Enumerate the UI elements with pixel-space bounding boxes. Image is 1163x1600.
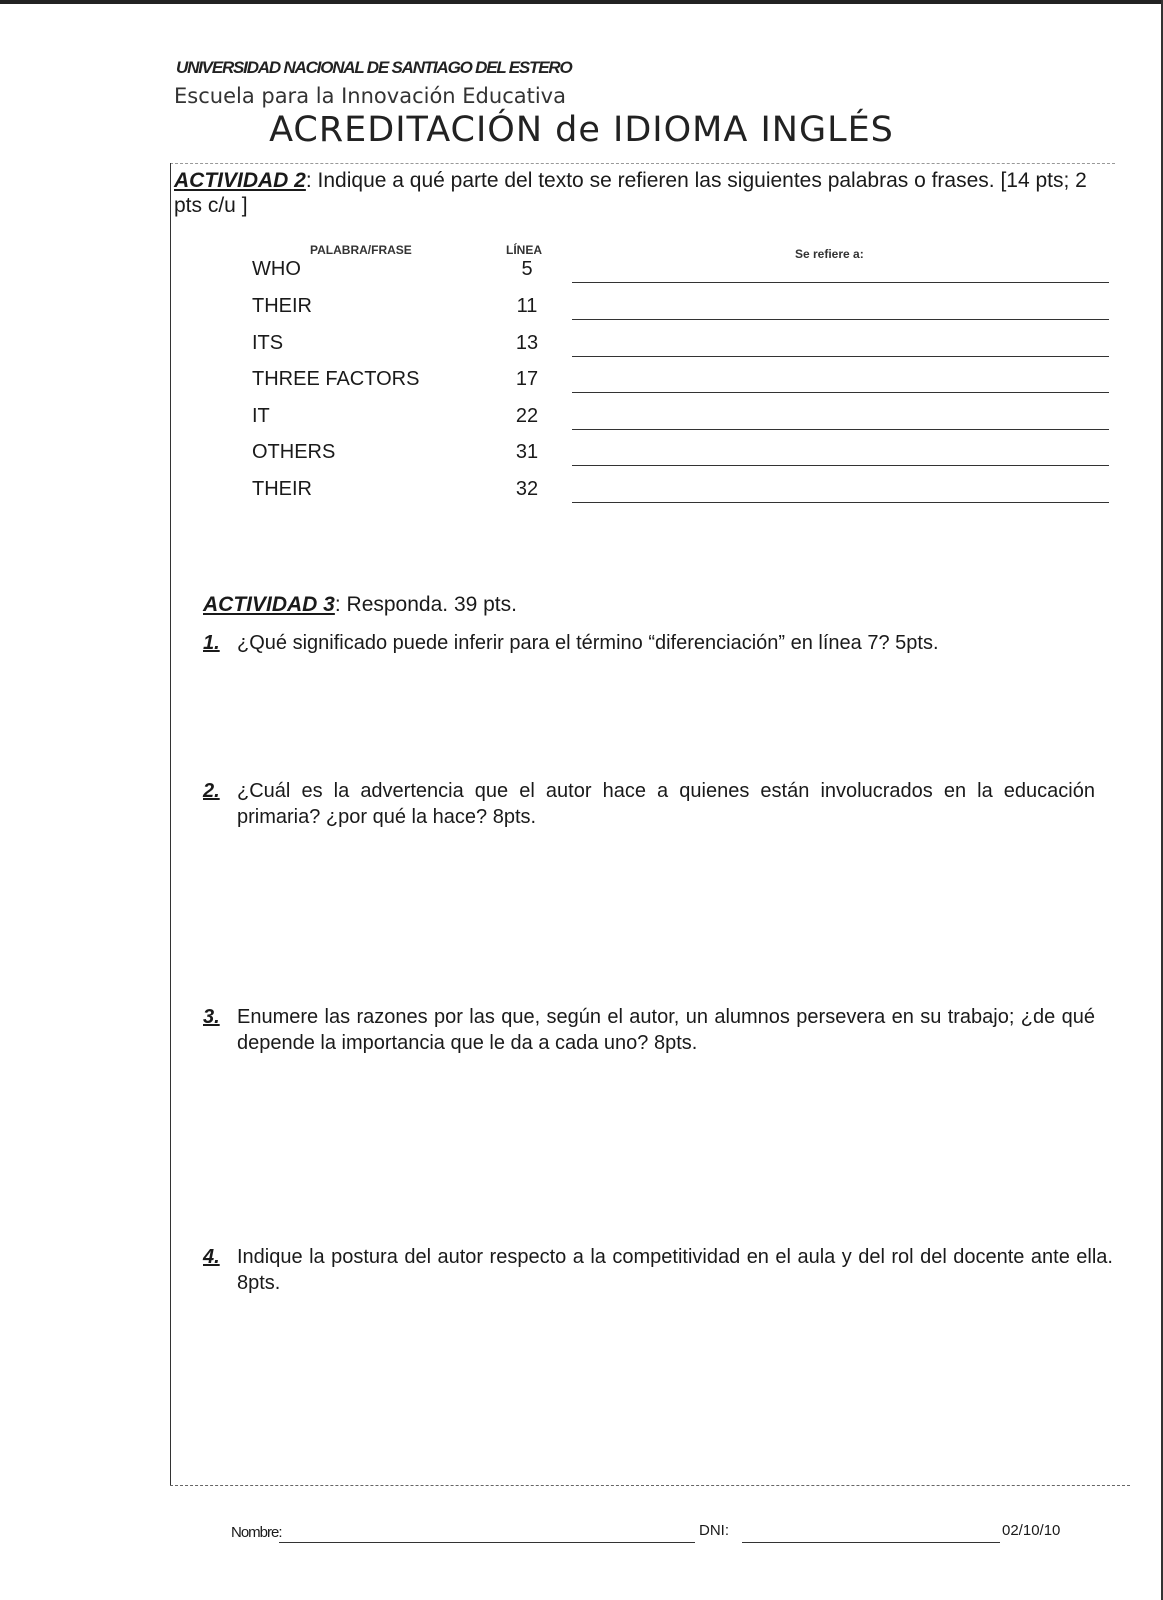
column-header-line: LÍNEA [506, 243, 542, 257]
question-text: ¿Qué significado puede inferir para el término “diferenciación” en línea 7? 5pts. [237, 632, 939, 654]
activity-2-heading [174, 168, 1104, 218]
question-text: ¿Cuál es la advertencia que el autor hace a quienes están involucrados en la educación primaria? ¿por qué la hace? 8pts. [237, 780, 1095, 828]
reference-word: OTHERS [252, 441, 336, 463]
activity-2-instruction: : Indique a qué parte del texto se refieren las siguientes palabras o frases. [14 pts; 2 pts c/u ] [174, 169, 1087, 217]
activity-3-instruction: : Responda. 39 pts. [334, 593, 517, 616]
name-label: Nombre: [231, 1524, 282, 1541]
column-header-word: PALABRA/FRASE [310, 243, 412, 257]
question-item [203, 778, 1095, 830]
question-text: Enumere las razones por las que, según el autor, un alumnos persevera en su trabajo; ¿de qué depende la importancia que le da a cada uno? 8pts. [237, 1006, 1095, 1054]
reference-row [0, 258, 1163, 295]
reference-line-number: 13 [515, 332, 539, 354]
reference-word: THREE FACTORS [252, 368, 420, 390]
reference-line-number: 5 [521, 258, 533, 280]
name-field-line[interactable] [279, 1542, 695, 1543]
frame-top-border [170, 163, 1115, 164]
answer-line[interactable] [572, 392, 1109, 393]
reference-row [0, 368, 1163, 405]
school-name: Escuela para la Innovación Educativa [174, 84, 566, 108]
reference-row [0, 441, 1163, 478]
university-name: UNIVERSIDAD NACIONAL DE SANTIAGO DEL ESTERO [176, 58, 572, 77]
reference-line-number: 31 [515, 441, 539, 463]
question-number: 4. [203, 1246, 220, 1268]
activity-3-label: ACTIVIDAD 3 [203, 593, 335, 616]
scan-top-edge [0, 0, 1163, 4]
dni-field-line[interactable] [742, 1542, 1000, 1543]
reference-line-number: 22 [515, 405, 539, 427]
reference-line-number: 11 [516, 295, 538, 317]
reference-word: IT [252, 405, 270, 427]
question-item [203, 1004, 1095, 1056]
frame-bottom-border [170, 1485, 1130, 1486]
column-header-refers: Se refiere a: [795, 247, 864, 261]
exam-date: 02/10/10 [1002, 1522, 1061, 1539]
reference-word: WHO [252, 258, 301, 280]
answer-line[interactable] [572, 465, 1109, 466]
answer-line[interactable] [572, 356, 1109, 357]
page-title: ACREDITACIÓN de IDIOMA INGLÉS [269, 110, 894, 150]
question-number: 1. [203, 632, 220, 654]
answer-line[interactable] [572, 319, 1109, 320]
reference-row [0, 478, 1163, 515]
question-number: 2. [203, 780, 220, 802]
question-item [203, 630, 1095, 656]
answer-line[interactable] [572, 429, 1109, 430]
reference-word: THEIR [252, 478, 312, 500]
question-text: Indique la postura del autor respecto a la competitividad en el aula y del rol del docente ante ella. 8pts. [237, 1246, 1113, 1294]
answer-line[interactable] [572, 282, 1109, 283]
activity-3-heading [203, 593, 517, 617]
reference-row [0, 332, 1163, 369]
question-number: 3. [203, 1006, 220, 1028]
reference-row [0, 295, 1163, 332]
dni-label: DNI: [699, 1522, 729, 1539]
question-item [203, 1244, 1113, 1296]
reference-word: ITS [252, 332, 284, 354]
reference-row [0, 405, 1163, 442]
reference-word: THEIR [252, 295, 312, 317]
reference-line-number: 17 [515, 368, 539, 390]
activity-2-label: ACTIVIDAD 2 [174, 169, 306, 192]
reference-line-number: 32 [515, 478, 539, 500]
answer-line[interactable] [572, 502, 1109, 503]
